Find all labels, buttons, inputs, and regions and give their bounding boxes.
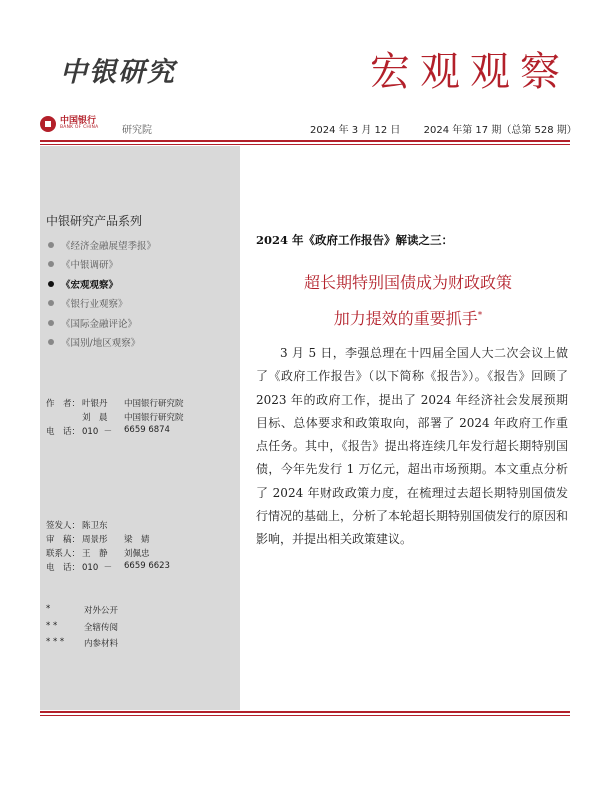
signer-row-org: 6659 6623 [124,561,170,571]
author-row [46,397,184,411]
series-item [48,255,156,275]
author-row-org: 6659 6874 [124,425,170,435]
article-subtitle: 2024 年《政府工作报告》解读之三： [256,233,454,247]
product-series-list [48,235,156,352]
author-row-label: 作 者： [46,399,81,409]
series-item-label: 《中银调研》 [61,260,119,272]
signer-row-org: 刘佩忠 [124,549,150,559]
series-item [48,294,156,314]
bullet-icon [48,242,54,248]
access-stars: * * * [46,637,65,647]
author-row-org: 中国银行研究院 [124,413,184,423]
boc-logo-cn: 中国银行 [60,116,97,127]
signer-row [46,547,170,561]
access-label: 对外公开 [84,606,119,616]
signer-row [46,519,170,533]
author-row-label [46,411,82,425]
access-stars: * [46,604,51,614]
signer-row-label: 签发人： [46,521,81,531]
series-item [48,313,156,333]
author-row [46,411,184,425]
author-row [46,425,184,439]
signer-row-label: 审 稿： [46,535,81,545]
bullet-icon [48,261,54,267]
footer-rule-thin [40,715,570,716]
footer-rule [40,711,570,713]
signer-row-label: 电 话： [46,563,81,573]
author-row-org: 中国银行研究院 [124,399,184,409]
signer-row [46,561,170,575]
signer-row-name: 陈卫东 [82,521,108,531]
series-item [48,235,156,255]
series-item-label: 《国别/地区观察》 [61,338,141,350]
header-rule-thin [40,144,570,145]
authors-block [46,397,184,439]
signer-row-org: 梁 婧 [124,535,150,545]
bullet-icon [48,281,54,287]
boc-emblem-icon [40,116,56,132]
article-title-line1: 超长期特别国债成为财政政策 [303,273,512,292]
series-item-label: 《银行业观察》 [61,299,128,311]
footnote-mark: * [477,310,483,321]
boc-logo-en: BANK OF CHINA [60,125,99,131]
bullet-icon [48,339,54,345]
product-series-title: 中银研究产品系列 [46,214,143,228]
department-label: 研究院 [122,125,152,136]
access-level-row [46,621,118,638]
access-level-row [46,637,118,654]
access-level-legend [46,604,118,654]
series-item [48,333,156,353]
header-rule [40,140,570,142]
signer-row [46,533,170,547]
article-title-line2-text: 加力提效的重要抓手 [333,309,478,328]
series-item-label: 《国际金融评论》 [61,318,138,330]
signer-row-name: 010 － [82,563,113,573]
signers-block [46,519,170,575]
bank-of-china-logo [40,116,98,132]
abstract-paragraph: 3 月 5 日，李强总理在十四届全国人大二次会议上做了《政府工作报告》（以下简称《报告》）。《报告》回顾了 2023 年的政府工作，提出了 2024 年经济社会发展预期目标、总体要求和政策取向，部署了 2024 年政府工作重点任务。其中，《报告》提出将连续几年发行超长期特别国债，今年先发行 1 万亿元，超出市场预期。本文重点分析了 2024 年财政政策力度，在梳理过去超长期特别国债发行情况的基础上，分析了本轮超长期特别国债发行的原因和影响，并提出相关政策建议。 [256,346,569,547]
series-item-label: 《宏观观察》 [61,279,119,291]
publish-date: 2024 年 3 月 12 日 [310,125,401,136]
author-row-name: 010 － [82,427,113,437]
access-label: 内参材料 [84,639,119,649]
author-row-label: 电 话： [46,427,81,437]
author-row-name: 叶银丹 [82,399,108,409]
issue-number: 2024 年第 17 期（总第 528 期） [423,125,577,136]
boc-research-logo: 中银研究 [60,57,176,88]
bullet-icon [48,320,54,326]
series-item-label: 《经济金融展望季报》 [61,240,157,252]
series-item [48,274,156,294]
bullet-icon [48,300,54,306]
report-series-title: 宏观观察 [370,49,570,95]
issue-info [310,121,597,136]
signer-row-name: 王 静 [82,549,108,559]
signer-row-name: 周景彤 [82,535,108,545]
access-label: 全辖传阅 [84,622,119,633]
access-stars: * * [46,620,58,631]
author-row-name: 刘 晨 [82,413,108,423]
article-title-line2 [250,306,566,329]
signer-row-label: 联系人： [46,549,81,559]
access-level-row [46,604,118,621]
